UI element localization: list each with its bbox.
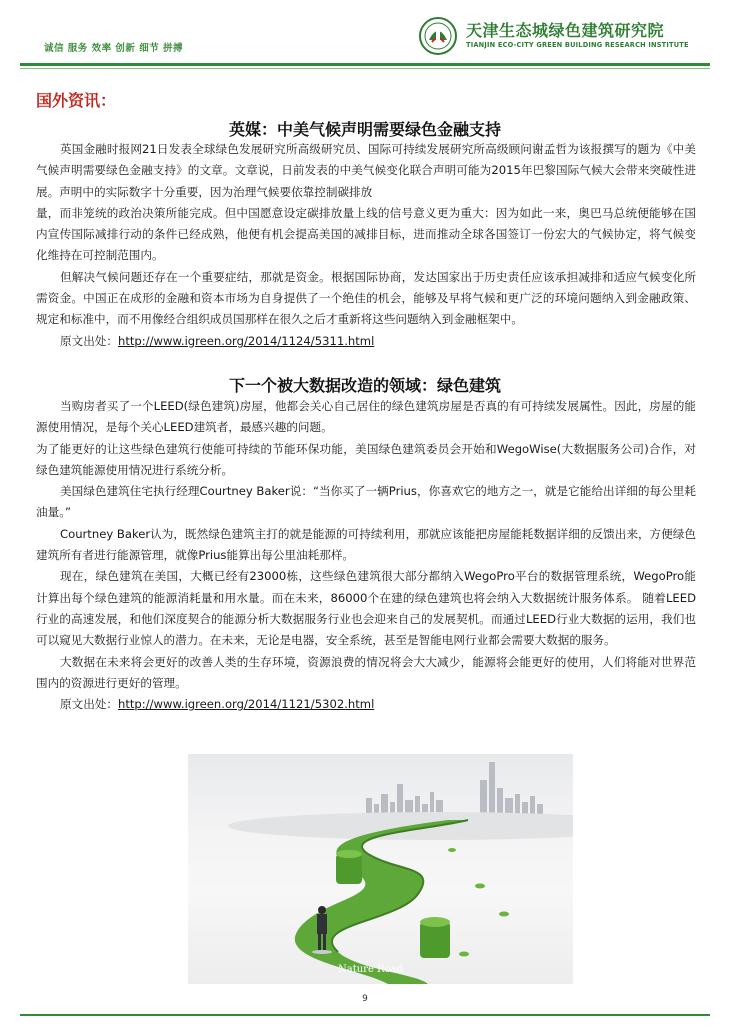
source-label: 原文出处： <box>60 333 118 348</box>
institute-logo-icon <box>418 16 458 56</box>
page-header <box>0 0 730 66</box>
paragraph: 英国金融时报网21日发表全球绿色发展研究所高级研究员、国际可持续发展研究所高级顾问谢孟哲为该报撰写的题为《中美气候声明需要绿色金融支持》的文章。文章说，日前发表的中美气候变化联合声明可能为2015年巴黎国际气候大会带来突破性进展。声明中的实际数字十分重要，因为治理气候要依靠控制碳排放 <box>36 142 696 199</box>
image-caption: Nature Road <box>338 964 403 975</box>
footer-divider <box>20 1014 710 1016</box>
paragraph: Courtney Baker认为，既然绿色建筑主打的就是能源的可持续利用，那就应该能把房屋能耗数据详细的反馈出来，方便绿色建筑所有者进行能源管理，就像Prius能算出每公里油耗那样。 <box>36 526 696 563</box>
paragraph: 但解决气候问题还存在一个重要症结，那就是资金。根据国际协商，发达国家出于历史责任应该承担减排和适应气候变化所需资金。中国正在成形的金融和资本市场为自身提供了一个绝佳的机会，能够及早将气候和更广泛的环境问题纳入到金融政策、规定和标准中，而不用像经合组织成员国那样在很久之后才重新将这些问题纳入到金融框架中。 <box>36 269 696 327</box>
source-label: 原文出处： <box>60 697 118 712</box>
page-number: 9 <box>362 994 368 1004</box>
paragraph: 美国绿色建筑住宅执行经理Courtney Baker说：“当你买了一辆Prius，你喜欢它的地方之一，就是它能给出详细的每公里耗油量。” <box>36 484 696 520</box>
nature-road-illustration <box>188 754 573 984</box>
green-building <box>336 850 362 884</box>
paragraph: 当购房者买了一个LEED(绿色建筑)房屋，他都会关心自己居住的绿色建筑房屋是否真的有可持续发展属性。因此，房屋的能源使用情况，是每个关心LEED建筑者，最感兴趣的问题。 <box>36 399 696 435</box>
header-divider <box>20 63 710 66</box>
source-line <box>36 694 696 715</box>
section-title: 国外资讯： <box>36 91 117 110</box>
paragraph: 现在，绿色建筑在美国，大概已经有23000栋，这些绿色建筑很大部分都纳入WegoPro平台的数据管理系统，WegoPro能计算出每个绿色建筑的能源消耗量和用水量。而在未来，86000个在建的绿色建筑也将会纳入大数据统计服务体系。 随着LEED行业的高速发展，和他们深度契合的能源分析大数据服务行业也会迎来自己的发展契机。而通过LEED行业大数据的运用，我们也可以窥见大数据行业惊人的潜力。在未来，无论是电器，安全系统，甚至是智能电网行业都会需要大数据的服务。 <box>36 569 696 648</box>
source-link[interactable]: http://www.igreen.org/2014/1121/5302.html <box>117 697 375 712</box>
article-body <box>36 139 696 352</box>
article-title: 下一个被大数据改造的领域：绿色建筑 <box>228 376 501 395</box>
paragraph: 大数据在未来将会更好的改善人类的生存环境，资源浪费的情况将会大大减少，能源将会能更好的使用，人们将能对世界范围内的资源进行更好的管理。 <box>36 654 696 690</box>
header-divider-thin <box>20 68 710 69</box>
article-title: 英媒：中美气候声明需要绿色金融支持 <box>228 120 501 139</box>
paragraph: 为了能更好的让这些绿色建筑行使能可持续的节能环保功能，美国绿色建筑委员会开始和WegoWise(大数据服务公司)合作，对绿色建筑能源使用情况进行系统分析。 <box>36 441 696 477</box>
source-line <box>36 331 696 352</box>
source-link[interactable]: http://www.igreen.org/2014/1124/5311.html <box>117 333 375 348</box>
paragraph: 量，而非笼统的政治决策所能完成。但中国愿意设定碳排放量上线的信号意义更为重大：因为如此一来，奥巴马总统便能够在国内宣传国际减排行动的条件已经成熟，他便有机会提高美国的减排目标，进而推动全球各国签订一份宏大的气候协定，将气候变化维持在可控制范围内。 <box>36 205 696 263</box>
green-building <box>420 917 450 958</box>
city-skyline <box>366 762 543 818</box>
slogan: 诚信 服务 效率 创新 细节 拼搏 <box>44 43 184 54</box>
institute-name-en: TIANJIN ECO-CITY GREEN BUILDING RESEARCH INSTITUTE <box>466 41 689 49</box>
article-body <box>36 396 696 715</box>
institute-name-cn: 天津生态城绿色建筑研究院 <box>466 21 665 40</box>
